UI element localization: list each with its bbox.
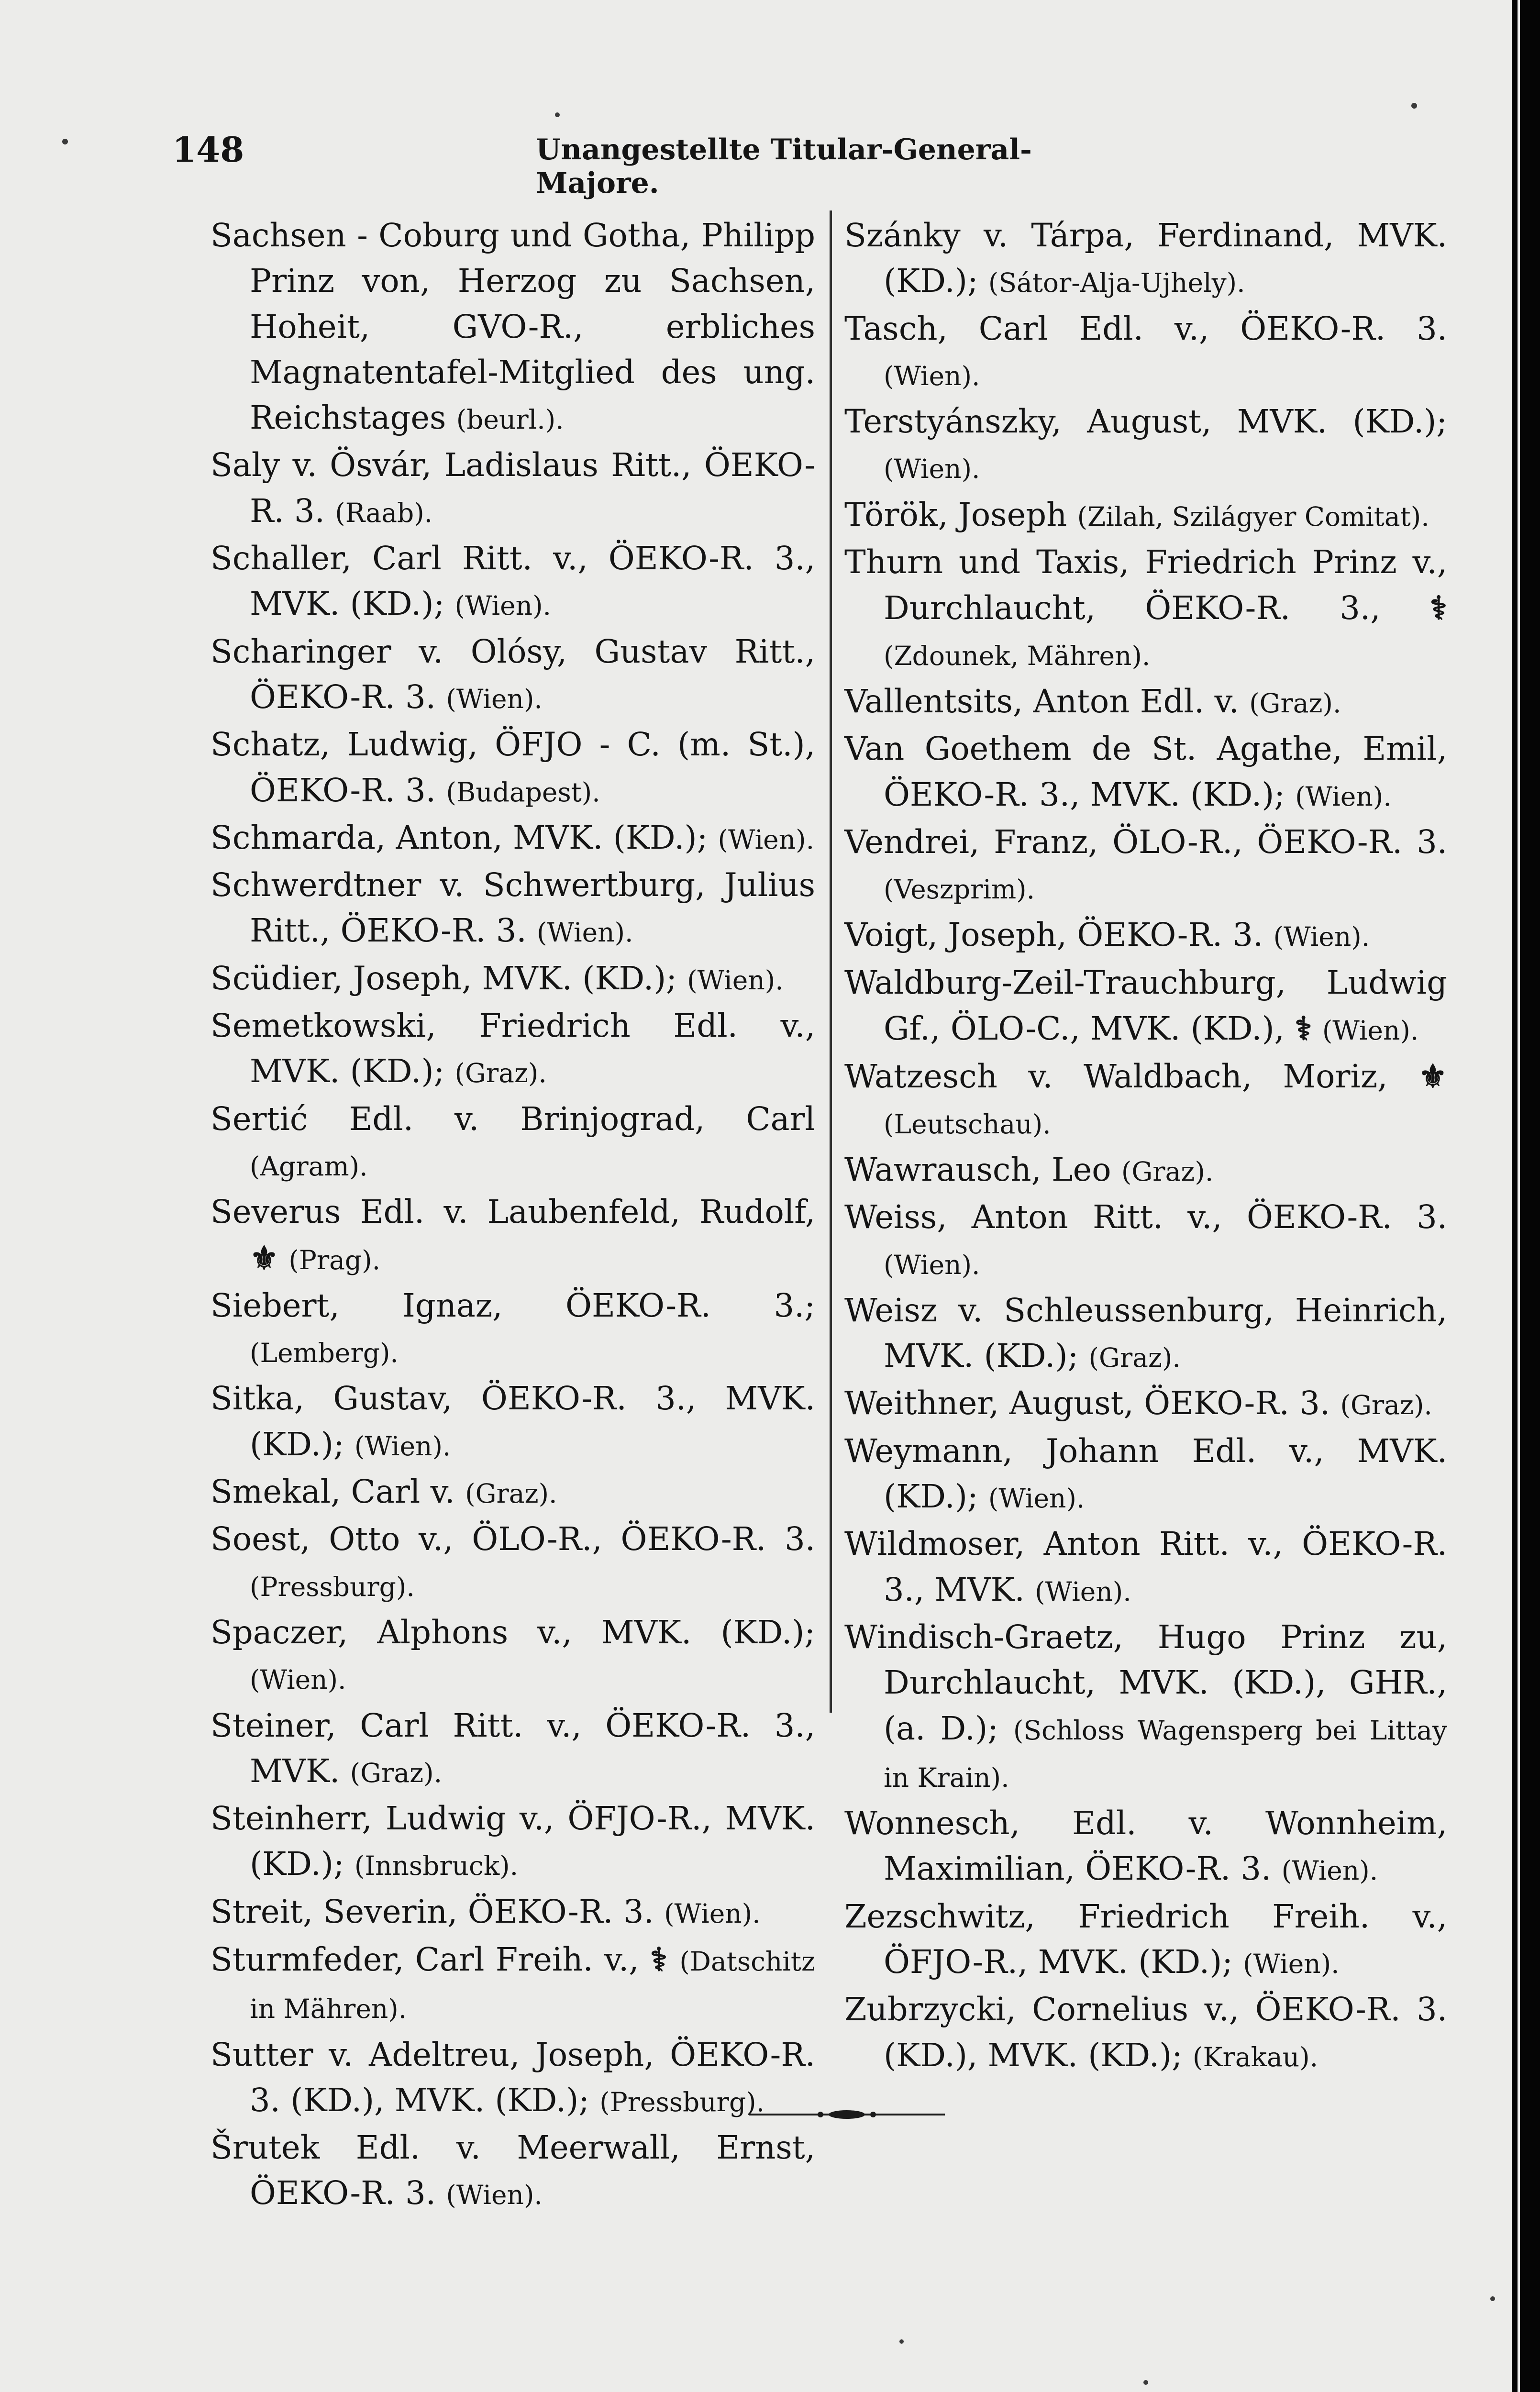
entry-location: (Graz). bbox=[465, 1478, 557, 1509]
entry-text: Sertić Edl. v. Brinjograd, Carl bbox=[211, 1100, 815, 1138]
entry-text: Weiss, Anton Ritt. v., ÖEKO-R. 3. bbox=[844, 1198, 1447, 1236]
entry-location: (Wien). bbox=[446, 683, 543, 714]
entry-text: Vallentsits, Anton Edl. v. bbox=[844, 682, 1239, 720]
entry-location: (Graz). bbox=[454, 1058, 547, 1089]
register-entry bbox=[844, 1288, 1447, 1381]
entry-location: (Lemberg). bbox=[250, 1338, 399, 1369]
entry-text: Weisz v. Schleussenburg, Heinrich, MVK. (KD.); bbox=[844, 1291, 1447, 1375]
entry-text: Van Goethem de St. Agathe, Emil, ÖEKO-R. 3., MVK. (KD.); bbox=[844, 730, 1447, 813]
entry-location: (Graz). bbox=[1249, 687, 1341, 719]
register-entry bbox=[211, 443, 815, 536]
entry-text: Zezschwitz, Friedrich Freih. v., ÖFJO-R., MVK. (KD.); bbox=[844, 1897, 1447, 1981]
register-entry bbox=[211, 2032, 815, 2126]
end-ornament bbox=[749, 2105, 945, 2124]
entry-location: (Wien). bbox=[1273, 921, 1370, 952]
entry-text: Soest, Otto v., ÖLO-R., ÖEKO-R. 3. bbox=[211, 1520, 815, 1558]
entry-location: (Prag). bbox=[288, 1244, 381, 1275]
entry-location: (Pressburg). bbox=[599, 2086, 765, 2117]
print-speck bbox=[1411, 103, 1417, 109]
entry-location: (Sátor-Alja-Ujhely). bbox=[988, 267, 1245, 299]
entry-location: (Wien). bbox=[988, 1483, 1085, 1514]
right-column bbox=[844, 213, 1447, 2080]
entry-text: Semetkowski, Friedrich Edl. v., MVK. (KD.); bbox=[211, 1007, 815, 1090]
register-entry bbox=[211, 629, 815, 722]
register-entry bbox=[211, 1796, 815, 1889]
register-entry bbox=[211, 213, 815, 443]
entry-text: Zubrzycki, Cornelius v., ÖEKO-R. 3. (KD.), MVK. (KD.); bbox=[844, 1991, 1447, 2074]
register-entry bbox=[211, 2125, 815, 2218]
register-entry bbox=[211, 1517, 815, 1610]
register-entry bbox=[844, 1615, 1447, 1801]
register-entry bbox=[844, 960, 1447, 1054]
entry-text: Watzesch v. Waldbach, Moriz, bbox=[844, 1058, 1388, 1096]
decoration-symbol-icon: ⚜ bbox=[1418, 1057, 1447, 1096]
register-entry bbox=[844, 213, 1447, 306]
entry-text: Smekal, Carl v. bbox=[211, 1473, 455, 1511]
print-speck bbox=[555, 112, 560, 117]
entry-text: Scharinger v. Olósy, Gustav Ritt., ÖEKO-R. 3. bbox=[211, 632, 815, 716]
entry-text: Schaller, Carl Ritt. v., ÖEKO-R. 3., MVK. (KD.); bbox=[211, 540, 815, 623]
entry-location: (Innsbruck). bbox=[354, 1850, 519, 1882]
entry-text: Szánky v. Tárpa, Ferdinand, MVK. (KD.); bbox=[844, 217, 1447, 300]
entry-text: Wildmoser, Anton Ritt. v., ÖEKO-R. 3., MVK. bbox=[844, 1525, 1447, 1608]
entry-location: (Wien). bbox=[1295, 781, 1392, 812]
entry-location: (Wien). bbox=[884, 454, 980, 485]
decoration-symbol-icon: ⚕ bbox=[1295, 1009, 1312, 1048]
scan-edge bbox=[1512, 0, 1540, 2392]
register-entry bbox=[844, 492, 1447, 540]
entry-location: (Datschitz in Mähren). bbox=[250, 1946, 815, 2025]
entry-location: (Raab). bbox=[335, 497, 433, 528]
entry-text: Streit, Severin, ÖEKO-R. 3. bbox=[211, 1893, 654, 1930]
entry-location: (Wien). bbox=[1035, 1576, 1131, 1607]
entry-text: Wawrausch, Leo bbox=[844, 1151, 1111, 1188]
register-entry bbox=[844, 1894, 1447, 1987]
entry-location: (Wien). bbox=[664, 1898, 761, 1929]
entry-text: Severus Edl. v. Laubenfeld, Rudolf, bbox=[211, 1193, 815, 1231]
entry-text: Tasch, Carl Edl. v., ÖEKO-R. 3. bbox=[844, 310, 1447, 347]
decoration-symbol-icon: ⚕ bbox=[1429, 589, 1447, 627]
entry-location: (Wien). bbox=[687, 964, 784, 996]
entry-text: Terstyánszky, August, MVK. (KD.); bbox=[844, 403, 1447, 441]
register-entry bbox=[844, 540, 1447, 679]
entry-location: (Schloss Wagensperg bei Littay in Krain). bbox=[884, 1715, 1447, 1793]
register-entry bbox=[211, 1283, 815, 1376]
entry-text: Török, Joseph bbox=[844, 496, 1067, 533]
column-divider bbox=[830, 210, 832, 1713]
register-entry bbox=[844, 1429, 1447, 1522]
ornament-dot-right bbox=[870, 2112, 876, 2117]
register-entry bbox=[211, 722, 815, 815]
entry-location: (Zdounek, Mähren). bbox=[884, 640, 1151, 671]
left-column bbox=[211, 213, 815, 2218]
entry-location: (Wien). bbox=[718, 824, 815, 855]
entry-location: (Graz). bbox=[1121, 1156, 1214, 1187]
register-entry bbox=[844, 726, 1447, 819]
entry-text: Scüdier, Joseph, MVK. (KD.); bbox=[211, 959, 677, 997]
register-entry bbox=[844, 679, 1447, 726]
entry-location: (Zilah, Szilágyer Comitat). bbox=[1077, 501, 1429, 532]
decoration-symbol-icon: ⚕ bbox=[650, 1940, 669, 1978]
entry-location: (Wien). bbox=[537, 917, 633, 948]
register-entry bbox=[844, 1195, 1447, 1288]
entry-text: Sachsen - Coburg und Gotha, Philipp Prinz von, Herzog zu Sachsen, Hoheit, GVO-R., erbliches Magnatentafel-Mitglied des ung. Reichstages bbox=[211, 217, 815, 437]
register-entry bbox=[844, 1381, 1447, 1428]
decoration-symbol-icon: ⚜ bbox=[250, 1239, 279, 1277]
entry-location: (Graz). bbox=[350, 1757, 443, 1788]
entry-text: Sitka, Gustav, ÖEKO-R. 3., MVK. (KD.); bbox=[211, 1380, 815, 1463]
entry-location: (Wien). bbox=[884, 1249, 980, 1280]
register-entry bbox=[844, 1521, 1447, 1615]
entry-text: Vendrei, Franz, ÖLO-R., ÖEKO-R. 3. bbox=[844, 823, 1447, 861]
ornament-center bbox=[829, 2110, 865, 2119]
register-entry bbox=[211, 1469, 815, 1517]
print-speck bbox=[62, 139, 68, 144]
entry-location: (Graz). bbox=[1340, 1390, 1432, 1421]
entry-location: (Wien). bbox=[1322, 1015, 1419, 1046]
entry-text: Spaczer, Alphons v., MVK. (KD.); bbox=[211, 1613, 815, 1651]
entry-text: Windisch-Graetz, Hugo Prinz zu, Durchlaucht, MVK. (KD.), GHR., (a. D.); bbox=[844, 1618, 1447, 1747]
print-speck bbox=[1490, 2296, 1495, 2301]
entry-location: (Krakau). bbox=[1193, 2041, 1318, 2072]
entry-location: (Agram). bbox=[250, 1151, 368, 1182]
entry-location: (Budapest). bbox=[446, 776, 600, 808]
entry-text: Steinherr, Ludwig v., ÖFJO-R., MVK. (KD.); bbox=[211, 1800, 815, 1883]
entry-text: Weymann, Johann Edl. v., MVK. (KD.); bbox=[844, 1432, 1447, 1516]
register-entry bbox=[211, 863, 815, 956]
register-entry bbox=[844, 1987, 1447, 2080]
register-entry bbox=[211, 1189, 815, 1283]
register-entry bbox=[844, 399, 1447, 492]
entry-text: Schwerdtner v. Schwertburg, Julius Ritt., ÖEKO-R. 3. bbox=[211, 866, 815, 950]
entry-text: Schatz, Ludwig, ÖFJO - C. (m. St.), ÖEKO-R. 3. bbox=[211, 726, 815, 809]
entry-text: Thurn und Taxis, Friedrich Prinz v., Durchlaucht, ÖEKO-R. 3., bbox=[844, 543, 1447, 627]
entry-text: Steiner, Carl Ritt. v., ÖEKO-R. 3., MVK. bbox=[211, 1706, 815, 1790]
entry-location: (Leutschau). bbox=[884, 1108, 1051, 1140]
register-entry bbox=[211, 1703, 815, 1796]
register-entry bbox=[211, 956, 815, 1003]
register-entry bbox=[844, 1147, 1447, 1195]
entry-location: (Veszprim). bbox=[884, 874, 1035, 905]
entry-location: (Wien). bbox=[250, 1664, 346, 1695]
entry-location: (Wien). bbox=[446, 2180, 543, 2211]
scan-edge-line bbox=[1518, 0, 1520, 2392]
entry-text: Wonnesch, Edl. v. Wonnheim, Maximilian, ÖEKO-R. 3. bbox=[844, 1805, 1447, 1888]
entry-text: Sutter v. Adeltreu, Joseph, ÖEKO-R. 3. (KD.), MVK. (KD.); bbox=[211, 2036, 815, 2119]
register-entry bbox=[211, 1376, 815, 1469]
page-header bbox=[172, 129, 1129, 200]
entry-text: Schmarda, Anton, MVK. (KD.); bbox=[211, 819, 708, 856]
entry-location: (beurl.). bbox=[456, 404, 564, 435]
register-entry bbox=[844, 819, 1447, 913]
entry-text: Siebert, Ignaz, ÖEKO-R. 3.; bbox=[211, 1286, 815, 1324]
register-entry bbox=[211, 815, 815, 863]
entry-location: (Wien). bbox=[884, 360, 980, 391]
entry-text: Šrutek Edl. v. Meerwall, Ernst, ÖEKO-R. 3. bbox=[211, 2129, 815, 2212]
entry-text: Saly v. Ösvár, Ladislaus Ritt., ÖEKO-R. 3. bbox=[211, 446, 815, 530]
register-entry bbox=[211, 1003, 815, 1096]
entry-text: Voigt, Joseph, ÖEKO-R. 3. bbox=[844, 916, 1263, 954]
entry-location: (Pressburg). bbox=[250, 1571, 415, 1602]
entry-location: (Graz). bbox=[1088, 1342, 1181, 1373]
page-number: 148 bbox=[172, 129, 244, 170]
register-entry bbox=[211, 1889, 815, 1937]
entry-location: (Wien). bbox=[454, 590, 552, 621]
register-entry bbox=[211, 1096, 815, 1190]
entry-text: Sturmfeder, Carl Freih. v., bbox=[211, 1940, 639, 1978]
entry-location: (Wien). bbox=[1243, 1948, 1340, 1979]
register-entry bbox=[844, 1801, 1447, 1894]
entry-location: (Wien). bbox=[354, 1430, 451, 1462]
entry-text: Waldburg-Zeil-Trauchburg, Ludwig Gf., ÖLO-C., MVK. (KD.), bbox=[844, 963, 1447, 1048]
entry-location: (Wien). bbox=[1281, 1855, 1378, 1886]
print-speck bbox=[1143, 2380, 1148, 2385]
running-title: Unangestellte Titular-General-Majore. bbox=[536, 133, 1032, 200]
register-entry bbox=[211, 1937, 815, 2032]
register-entry bbox=[211, 536, 815, 629]
register-entry bbox=[844, 1053, 1447, 1147]
entry-text: Weithner, August, ÖEKO-R. 3. bbox=[844, 1384, 1330, 1422]
register-entry bbox=[211, 1610, 815, 1703]
ornament-dot-left bbox=[818, 2112, 823, 2117]
print-speck bbox=[899, 2339, 904, 2344]
register-entry bbox=[844, 912, 1447, 960]
register-entry bbox=[844, 306, 1447, 399]
